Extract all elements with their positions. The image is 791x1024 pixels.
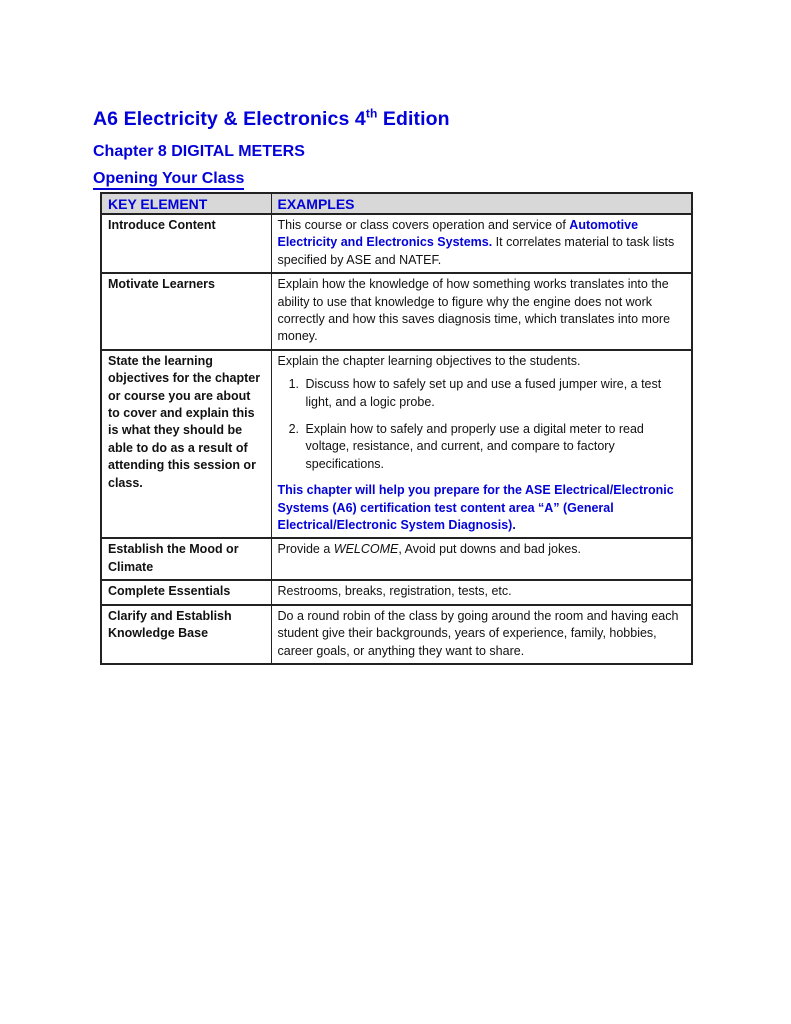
table-row-complete-essentials: [101, 580, 692, 604]
list-item: 1. Discuss how to safely set up and use a fused jumper wire, a test light, and a logic probe.: [303, 376, 685, 411]
example-cell: [271, 538, 692, 580]
key-cell: Complete Essentials: [101, 580, 271, 604]
list-item: 2. Explain how to safely and properly use a digital meter to read voltage, resistance, and current, and compare to factory specifications.: [303, 421, 685, 473]
table-row-clarify-knowledge: [101, 605, 692, 664]
key-cell: Motivate Learners: [101, 273, 271, 350]
column-header-examples: EXAMPLES: [271, 193, 692, 214]
page-title: [93, 108, 693, 131]
example-cell: Explain how the knowledge of how something works translates into the ability to use that knowledge to figure why the engine does not work correctly and how this saves diagnosis time, which translates into more money.: [271, 273, 692, 350]
key-element-table: [100, 192, 693, 665]
column-header-key-element: KEY ELEMENT: [101, 193, 271, 214]
section-title: [93, 170, 693, 190]
example-text: It correlates material to task lists specified by ASE and NATEF.: [277, 235, 675, 267]
example-text: Provide a: [277, 542, 334, 557]
example-cell: Restrooms, breaks, registration, tests, etc.: [271, 580, 692, 604]
table-header-row: [101, 193, 692, 214]
example-italic-text: WELCOME: [333, 542, 399, 557]
example-cell: [271, 350, 692, 539]
chapter-title: Chapter 8 DIGITAL METERS: [93, 143, 305, 161]
table-row-introduce-content: [101, 214, 692, 273]
example-cell: Do a round robin of the class by going around the room and having each student give their backgrounds, years of experience, family, hobbies, career goals, or anything they want to share.: [271, 605, 692, 664]
table-row-learning-objectives: [101, 350, 692, 539]
key-cell: Establish the Mood or Climate: [101, 538, 271, 580]
title-main: A6 Electricity & Electronics 4: [93, 108, 366, 130]
example-highlight-text: Automotive Electricity and Electronics Systems.: [277, 217, 639, 250]
example-cell: [271, 214, 692, 273]
title-tail: Edition: [377, 108, 450, 130]
objectives-intro: Explain the chapter learning objectives to the students.: [277, 353, 581, 368]
objectives-list: [278, 376, 685, 473]
key-cell: Clarify and Establish Knowledge Base: [101, 605, 271, 664]
example-text: , Avoid put downs and bad jokes.: [398, 542, 581, 557]
key-cell: State the learning objectives for the chapter or course you are about to cover and explain this is what they should be able to do as a result of attending this session or class.: [101, 350, 271, 539]
table-row-establish-mood: [101, 538, 692, 580]
title-superscript: th: [365, 106, 378, 121]
section-title-text: Opening Your Class: [93, 170, 244, 190]
ase-certification-note: This chapter will help you prepare for the ASE Electrical/Electronic Systems (A6) certification test content area “A” (General Electrical/Electronic System Diagnosis).: [277, 483, 674, 533]
table-row-motivate-learners: [101, 273, 692, 350]
key-cell: Introduce Content: [101, 214, 271, 273]
example-text: This course or class covers operation and service of: [277, 217, 570, 232]
page-content: [93, 108, 693, 665]
